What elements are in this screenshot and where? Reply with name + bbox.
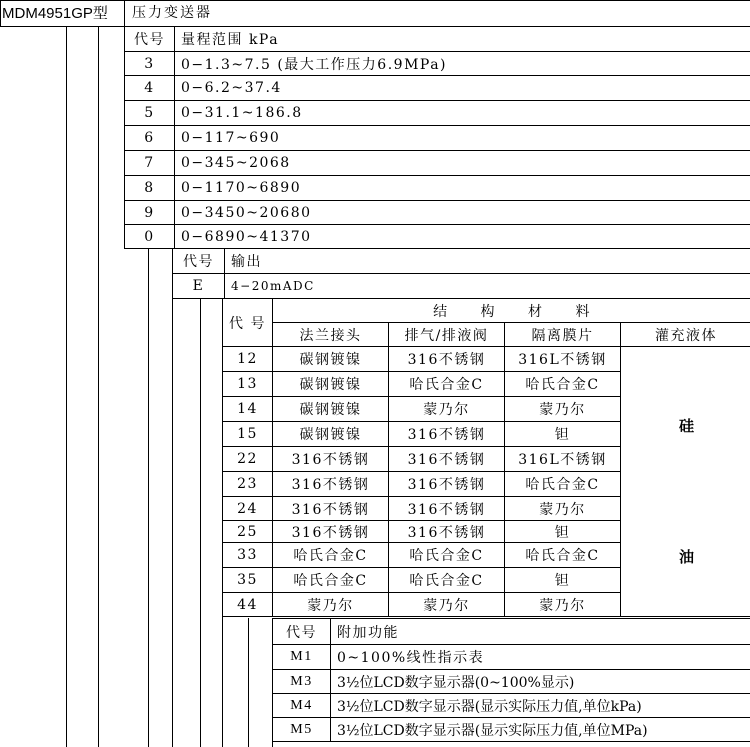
material-code: 23 bbox=[223, 472, 273, 497]
flange-value: 316不锈钢 bbox=[273, 497, 389, 521]
tree-line-5 bbox=[200, 298, 201, 747]
output-table bbox=[172, 248, 750, 299]
range-code-header: 代号 bbox=[125, 27, 175, 52]
function-code-header: 代号 bbox=[273, 619, 331, 645]
diaphragm-value: 钽 bbox=[505, 422, 621, 447]
material-code: 25 bbox=[223, 521, 273, 543]
flange-value: 哈氏合金C bbox=[273, 568, 389, 593]
material-code: 24 bbox=[223, 497, 273, 521]
range-code: 3 bbox=[125, 52, 175, 76]
function-value: 3½位LCD数字显示器(0~100%显示) bbox=[331, 670, 750, 694]
range-code: 4 bbox=[125, 76, 175, 101]
function-code: M1 bbox=[273, 645, 331, 670]
flange-value: 碳钢镀镍 bbox=[273, 397, 389, 422]
tree-line-2 bbox=[98, 26, 99, 747]
output-code-header: 代号 bbox=[173, 249, 225, 274]
function-code: M4 bbox=[273, 694, 331, 718]
flange-value: 哈氏合金C bbox=[273, 543, 389, 568]
fill-liquid-char-2: 油 bbox=[679, 548, 695, 566]
flange-value: 316不锈钢 bbox=[273, 472, 389, 497]
material-code-header: 代 号 bbox=[223, 299, 273, 347]
material-code: 35 bbox=[223, 568, 273, 593]
diaphragm-value: 哈氏合金C bbox=[505, 543, 621, 568]
range-code: 0 bbox=[125, 225, 175, 249]
vent-value: 316不锈钢 bbox=[389, 447, 505, 472]
flange-value: 碳钢镀镍 bbox=[273, 347, 389, 372]
vent-value: 蒙乃尔 bbox=[389, 397, 505, 422]
model-divider bbox=[124, 0, 125, 27]
tree-line-4 bbox=[172, 248, 173, 747]
function-table bbox=[272, 618, 750, 742]
model-left-border bbox=[0, 0, 1, 27]
range-value: 0−1.3~7.5 (最大工作压力6.9MPa) bbox=[175, 52, 750, 76]
material-code: 14 bbox=[223, 397, 273, 422]
range-code: 9 bbox=[125, 201, 175, 225]
output-header: 输出 bbox=[225, 249, 750, 274]
range-value: 0−31.1~186.8 bbox=[175, 101, 750, 126]
range-value: 0−6890~41370 bbox=[175, 225, 750, 249]
diaphragm-value: 蒙乃尔 bbox=[505, 497, 621, 521]
range-code: 5 bbox=[125, 101, 175, 126]
range-code: 8 bbox=[125, 176, 175, 201]
diaphragm-value: 蒙乃尔 bbox=[505, 593, 621, 617]
vent-header: 排气/排液阀 bbox=[389, 323, 505, 347]
fill-header: 灌充液体 bbox=[621, 323, 750, 347]
flange-value: 碳钢镀镍 bbox=[273, 422, 389, 447]
function-header: 附加功能 bbox=[331, 619, 750, 645]
flange-value: 碳钢镀镍 bbox=[273, 372, 389, 397]
fill-liquid-cell bbox=[621, 347, 750, 617]
output-value: 4−20mADC bbox=[225, 274, 750, 299]
material-code: 13 bbox=[223, 372, 273, 397]
diaphragm-value: 钽 bbox=[505, 568, 621, 593]
vent-value: 哈氏合金C bbox=[389, 372, 505, 397]
vent-value: 316不锈钢 bbox=[389, 347, 505, 372]
tree-line-1 bbox=[66, 26, 67, 747]
flange-header: 法兰接头 bbox=[273, 323, 389, 347]
material-code: 12 bbox=[223, 347, 273, 372]
material-group-header: 结 构 材 料 bbox=[273, 299, 750, 323]
function-value: 3½位LCD数字显示器(显示实际压力值,单位MPa) bbox=[331, 718, 750, 742]
range-value: 0−3450~20680 bbox=[175, 201, 750, 225]
material-code: 22 bbox=[223, 447, 273, 472]
material-code: 44 bbox=[223, 593, 273, 617]
diaphragm-header: 隔离膜片 bbox=[505, 323, 621, 347]
vent-value: 蒙乃尔 bbox=[389, 593, 505, 617]
tree-line-7 bbox=[248, 618, 249, 747]
range-table bbox=[124, 26, 750, 249]
diaphragm-value: 蒙乃尔 bbox=[505, 397, 621, 422]
vent-value: 哈氏合金C bbox=[389, 543, 505, 568]
material-code: 33 bbox=[223, 543, 273, 568]
range-code: 6 bbox=[125, 126, 175, 151]
flange-value: 316不锈钢 bbox=[273, 521, 389, 543]
diaphragm-value: 哈氏合金C bbox=[505, 472, 621, 497]
material-table bbox=[222, 298, 750, 617]
function-value: 0~100%线性指示表 bbox=[331, 645, 750, 670]
flange-value: 蒙乃尔 bbox=[273, 593, 389, 617]
range-value: 0−6.2~37.4 bbox=[175, 76, 750, 101]
vent-value: 316不锈钢 bbox=[389, 497, 505, 521]
output-code: E bbox=[173, 274, 225, 299]
function-code: M3 bbox=[273, 670, 331, 694]
vent-value: 哈氏合金C bbox=[389, 568, 505, 593]
range-value: 0−1170~6890 bbox=[175, 176, 750, 201]
range-value: 0−117~690 bbox=[175, 126, 750, 151]
product-name: 压力变送器 bbox=[132, 5, 212, 21]
vent-value: 316不锈钢 bbox=[389, 422, 505, 447]
tree-line-3 bbox=[148, 248, 149, 747]
model-name: MDM4951GP型 bbox=[2, 5, 108, 22]
fill-liquid-char-1: 硅 bbox=[679, 417, 695, 435]
function-value: 3½位LCD数字显示器(显示实际压力值,单位kPa) bbox=[331, 694, 750, 718]
diaphragm-value: 哈氏合金C bbox=[505, 372, 621, 397]
diaphragm-value: 316L不锈钢 bbox=[505, 447, 621, 472]
material-code: 15 bbox=[223, 422, 273, 447]
flange-value: 316不锈钢 bbox=[273, 447, 389, 472]
diaphragm-value: 316L不锈钢 bbox=[505, 347, 621, 372]
range-code: 7 bbox=[125, 151, 175, 176]
vent-value: 316不锈钢 bbox=[389, 521, 505, 543]
diaphragm-value: 钽 bbox=[505, 521, 621, 543]
range-value: 0−345~2068 bbox=[175, 151, 750, 176]
function-code: M5 bbox=[273, 718, 331, 742]
vent-value: 316不锈钢 bbox=[389, 472, 505, 497]
range-header: 量程范围 kPa bbox=[175, 27, 750, 52]
top-border bbox=[0, 0, 750, 1]
